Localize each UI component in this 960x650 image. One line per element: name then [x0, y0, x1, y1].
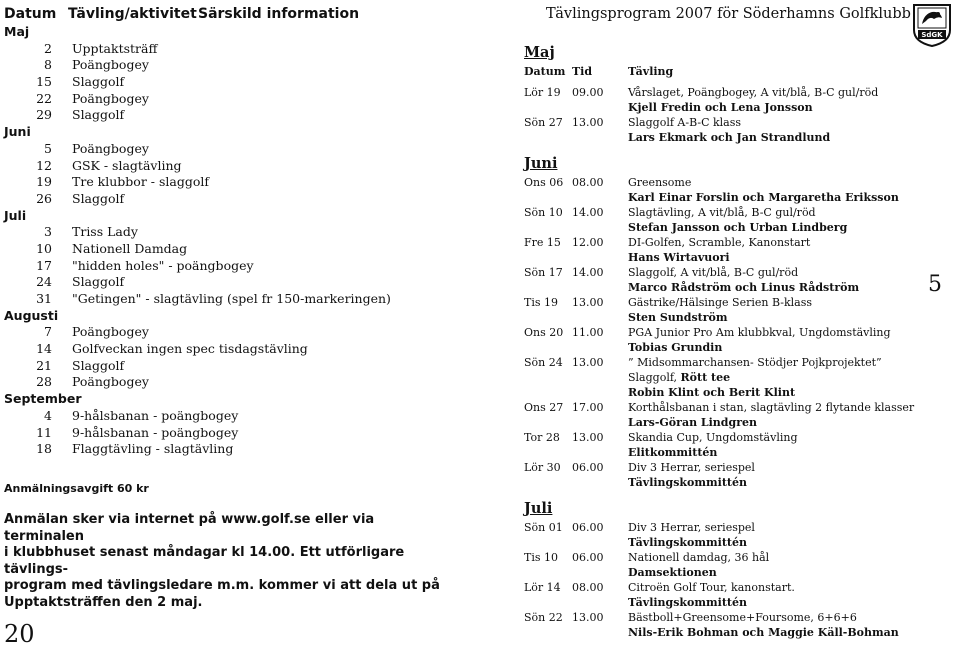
- schedule-row: [0, 57, 460, 74]
- event-description: Skandia Cup, Ungdomstävling: [628, 431, 798, 444]
- event-date: Lör 14: [524, 581, 561, 594]
- day-number: 2: [44, 40, 52, 56]
- event-line: [524, 175, 924, 190]
- event-description: Slaggolf, A vit/blå, B-C gul/röd: [628, 266, 799, 279]
- event-entry: [524, 85, 924, 115]
- event-name: Poängbogey: [72, 57, 149, 73]
- day-number: 12: [36, 157, 52, 173]
- event-description: Div 3 Herrar, seriespel: [628, 521, 755, 534]
- day-number: 8: [44, 57, 52, 73]
- event-description: Citroën Golf Tour, kanonstart.: [628, 581, 795, 594]
- day-number: 19: [36, 174, 52, 190]
- event-time: 13.00: [572, 296, 604, 309]
- month-row: [0, 308, 460, 325]
- schedule-row: [0, 74, 460, 91]
- header-info: Särskild information: [198, 6, 360, 22]
- day-number: 22: [36, 90, 52, 106]
- event-entry: [524, 580, 924, 610]
- event-line: [524, 550, 924, 565]
- day-number: 28: [36, 374, 52, 390]
- page-number-left: 20: [4, 620, 35, 648]
- event-name: Slaggolf: [72, 74, 125, 90]
- schedule-row: [0, 158, 460, 175]
- schedule-row: [0, 141, 460, 158]
- event-responsible: Hans Wirtavuori: [628, 251, 730, 264]
- colhead-tavling: Tävling: [628, 65, 674, 78]
- month-heading: Juli: [524, 500, 553, 517]
- event-line: [524, 205, 924, 220]
- event-responsible: Lars-Göran Lindgren: [628, 416, 757, 429]
- event-name: Poängbogey: [72, 140, 149, 156]
- event-responsible: Nils-Erik Bohman och Maggie Käll-Bohman: [628, 626, 899, 639]
- event-entry: [524, 520, 924, 550]
- event-description: Korthålsbanan i stan, slagtävling 2 flytande klasser: [628, 401, 915, 414]
- event-time: 17.00: [572, 401, 604, 414]
- entry-fee: Anmälningsavgift 60 kr: [4, 482, 149, 495]
- header-event: Tävling/aktivitet: [68, 6, 197, 22]
- event-line: [524, 430, 924, 445]
- colhead-datum: Datum: [524, 65, 566, 78]
- event-description: Bästboll+Greensome+Foursome, 6+6+6: [628, 611, 857, 624]
- event-name: Slaggolf: [72, 107, 125, 123]
- event-description-extra: [628, 370, 730, 385]
- month-heading: Juni: [524, 155, 558, 172]
- event-time: 14.00: [572, 206, 604, 219]
- day-number: 14: [36, 341, 52, 357]
- event-time: 14.00: [572, 266, 604, 279]
- day-number: 21: [36, 357, 52, 373]
- event-responsible: Tävlingskommittén: [628, 476, 748, 489]
- event-responsible: Tävlingskommittén: [628, 536, 748, 549]
- schedule-row: [0, 258, 460, 275]
- schedule-row: [0, 241, 460, 258]
- event-date: Ons 20: [524, 326, 564, 339]
- event-format: Slaggolf,: [628, 371, 681, 384]
- event-entry: [524, 265, 924, 295]
- event-date: Sön 01: [524, 521, 563, 534]
- event-date: Sön 22: [524, 611, 563, 624]
- day-number: 29: [36, 107, 52, 123]
- event-responsible: Stefan Jansson och Urban Lindberg: [628, 221, 848, 234]
- day-number: 17: [36, 257, 52, 273]
- event-line: [524, 265, 924, 280]
- event-entry: [524, 610, 924, 640]
- program-title: Tävlingsprogram 2007 för Söderhamns Golfklubb: [546, 6, 911, 22]
- event-responsible-line: [524, 310, 924, 325]
- event-description: PGA Junior Pro Am klubbkval, Ungdomstävling: [628, 326, 891, 339]
- event-date: Fre 15: [524, 236, 561, 249]
- event-description: Div 3 Herrar, seriespel: [628, 461, 755, 474]
- event-entry: [524, 550, 924, 580]
- event-responsible-line: [524, 445, 924, 460]
- event-line: [524, 325, 924, 340]
- event-name: Triss Lady: [72, 224, 138, 240]
- event-description: Nationell damdag, 36 hål: [628, 551, 770, 564]
- schedule-row: [0, 374, 460, 391]
- event-responsible-line: [524, 385, 924, 400]
- event-name: GSK - slagtävling: [72, 157, 182, 173]
- day-number: 24: [36, 274, 52, 290]
- event-name: 9-hålsbanan - poängbogey: [72, 424, 239, 440]
- event-name: "Getingen" - slagtävling (spel fr 150-markeringen): [72, 291, 391, 306]
- left-page: [0, 0, 470, 650]
- day-number: 26: [36, 190, 52, 206]
- month-label: Juni: [4, 124, 31, 140]
- event-name: Upptaktsträff: [72, 40, 158, 56]
- day-number: 4: [44, 407, 52, 423]
- event-responsible-line: [524, 595, 924, 610]
- event-responsible: Kjell Fredin och Lena Jonsson: [628, 101, 813, 114]
- month-spacer: [524, 490, 924, 496]
- page-number-right: 5: [928, 272, 942, 297]
- event-name: Golfveckan ingen spec tisdagstävling: [72, 341, 308, 357]
- schedule-row: [0, 291, 460, 308]
- event-name: Poängbogey: [72, 90, 149, 106]
- event-name: Nationell Damdag: [72, 240, 188, 256]
- notice-line: Upptaktsträffen den 2 maj.: [4, 594, 203, 610]
- event-line: [524, 400, 924, 415]
- notice-line: program med tävlingsledare m.m. kommer vi att dela ut på: [4, 578, 440, 593]
- event-time: 09.00: [572, 86, 604, 99]
- day-number: 10: [36, 240, 52, 256]
- event-responsible: Sten Sundström: [628, 311, 728, 324]
- event-responsible-line: [524, 250, 924, 265]
- event-tee: Rött tee: [680, 371, 731, 384]
- schedule-row: [0, 91, 460, 108]
- event-responsible-line: [524, 100, 924, 115]
- schedule-row: [0, 358, 460, 375]
- event-description: Vårslaget, Poängbogey, A vit/blå, B-C gul/röd: [628, 86, 879, 99]
- event-responsible-line: [524, 625, 924, 640]
- event-responsible: Elitkommittén: [628, 446, 718, 459]
- event-date: Sön 24: [524, 356, 563, 369]
- event-line: [524, 460, 924, 475]
- event-line: [524, 610, 924, 625]
- schedule-row: [0, 107, 460, 124]
- month-heading: Maj: [524, 44, 555, 61]
- event-line: [524, 295, 924, 310]
- event-description: Slagtävling, A vit/blå, B-C gul/röd: [628, 206, 816, 219]
- event-name: Tre klubbor - slaggolf: [72, 174, 209, 190]
- event-time: 13.00: [572, 611, 604, 624]
- event-time: 06.00: [572, 521, 604, 534]
- program-body: [524, 40, 924, 640]
- event-responsible: Tobias Grundin: [628, 341, 723, 354]
- schedule-row: [0, 224, 460, 241]
- notice-line: i klubbhuset senast måndagar kl 14.00. Ett utförligare tävlings-: [4, 545, 405, 577]
- event-responsible: Tävlingskommittén: [628, 596, 748, 609]
- event-responsible-line: [524, 565, 924, 580]
- event-line: [524, 580, 924, 595]
- month-label: Augusti: [4, 307, 59, 323]
- logo-text: SdGK: [921, 31, 943, 39]
- month-row: [0, 208, 460, 225]
- event-date: Lör 19: [524, 86, 561, 99]
- event-entry: [524, 325, 924, 355]
- event-time: 13.00: [572, 116, 604, 129]
- event-description: Slaggolf A-B-C klass: [628, 116, 742, 129]
- event-description: Gästrike/Hälsinge Serien B-klass: [628, 296, 812, 309]
- event-time: 12.00: [572, 236, 604, 249]
- schedule-row: [0, 41, 460, 58]
- schedule-list: [0, 24, 460, 458]
- notice-line: Anmälan sker via internet på www.golf.se eller via terminalen: [4, 512, 375, 544]
- day-number: 7: [44, 324, 52, 340]
- event-date: Ons 27: [524, 401, 564, 414]
- event-responsible-line: [524, 475, 924, 490]
- event-date: Tis 10: [524, 551, 558, 564]
- event-entry: [524, 295, 924, 325]
- colhead-tid: Tid: [572, 65, 593, 78]
- day-number: 3: [44, 224, 52, 240]
- event-line: [524, 355, 924, 370]
- event-line: [524, 115, 924, 130]
- event-line: [524, 520, 924, 535]
- event-entry: [524, 115, 924, 145]
- month-label: Maj: [4, 24, 30, 39]
- event-date: Lör 30: [524, 461, 561, 474]
- event-responsible: Karl Einar Forslin och Margaretha Eriksson: [628, 191, 899, 204]
- month-label: Juli: [4, 207, 27, 223]
- event-description: ” Midsommarchansen- Stödjer Pojkprojektet”: [628, 356, 882, 369]
- event-line: [524, 235, 924, 250]
- event-entry: [524, 355, 924, 400]
- event-time: 06.00: [572, 461, 604, 474]
- month-row: [0, 391, 460, 408]
- column-headers: [524, 64, 924, 79]
- event-responsible-line: [524, 340, 924, 355]
- event-responsible: Lars Ekmark och Jan Strandlund: [628, 131, 831, 144]
- event-time: 11.00: [572, 326, 604, 339]
- event-entry: [524, 430, 924, 460]
- event-entry: [524, 400, 924, 430]
- event-date: Sön 10: [524, 206, 563, 219]
- event-entry: [524, 205, 924, 235]
- event-responsible-line: [524, 190, 924, 205]
- header-datum: Datum: [4, 6, 57, 22]
- event-date: Tis 19: [524, 296, 558, 309]
- event-responsible-line: [524, 280, 924, 295]
- event-responsible: Robin Klint och Berit Klint: [628, 386, 796, 399]
- month-label: September: [4, 391, 82, 407]
- event-responsible-line: [524, 535, 924, 550]
- event-name: Flaggtävling - slagtävling: [72, 441, 234, 457]
- event-description: DI-Golfen, Scramble, Kanonstart: [628, 236, 811, 249]
- event-date: Sön 17: [524, 266, 563, 279]
- event-time: 13.00: [572, 356, 604, 369]
- event-name: Slaggolf: [72, 190, 125, 206]
- event-date: Ons 06: [524, 176, 564, 189]
- event-responsible: Marco Rådström och Linus Rådström: [628, 281, 860, 294]
- schedule-row: [0, 341, 460, 358]
- event-entry: [524, 235, 924, 265]
- event-entry: [524, 175, 924, 205]
- schedule-row: [0, 408, 460, 425]
- event-time: 13.00: [572, 431, 604, 444]
- schedule-row: [0, 191, 460, 208]
- event-name: Slaggolf: [72, 274, 125, 290]
- event-responsible-line: [524, 415, 924, 430]
- month-spacer: [524, 145, 924, 151]
- event-name: "hidden holes" - poängbogey: [72, 257, 254, 273]
- day-number: 31: [36, 291, 52, 306]
- event-entry: [524, 460, 924, 490]
- event-line-extra: [524, 370, 924, 385]
- event-date: Sön 27: [524, 116, 563, 129]
- event-name: 9-hålsbanan - poängbogey: [72, 407, 239, 423]
- day-number: 15: [36, 74, 52, 90]
- event-time: 08.00: [572, 581, 604, 594]
- day-number: 11: [36, 424, 52, 440]
- event-time: 06.00: [572, 551, 604, 564]
- event-line: [524, 85, 924, 100]
- event-name: Poängbogey: [72, 374, 149, 390]
- month-row: [0, 124, 460, 141]
- event-name: Poängbogey: [72, 324, 149, 340]
- event-responsible: Damsektionen: [628, 566, 717, 579]
- schedule-row: [0, 174, 460, 191]
- event-date: Tor 28: [524, 431, 560, 444]
- schedule-row: [0, 274, 460, 291]
- schedule-row: [0, 425, 460, 442]
- schedule-row: [0, 324, 460, 341]
- event-name: Slaggolf: [72, 357, 125, 373]
- schedule-row: [0, 441, 460, 458]
- registration-notice: [4, 512, 444, 611]
- month-row: [0, 24, 460, 41]
- day-number: 5: [44, 140, 52, 156]
- day-number: 18: [36, 441, 52, 457]
- event-responsible-line: [524, 220, 924, 235]
- event-responsible-line: [524, 130, 924, 145]
- event-time: 08.00: [572, 176, 604, 189]
- right-page: [520, 0, 960, 650]
- event-description: Greensome: [628, 176, 692, 189]
